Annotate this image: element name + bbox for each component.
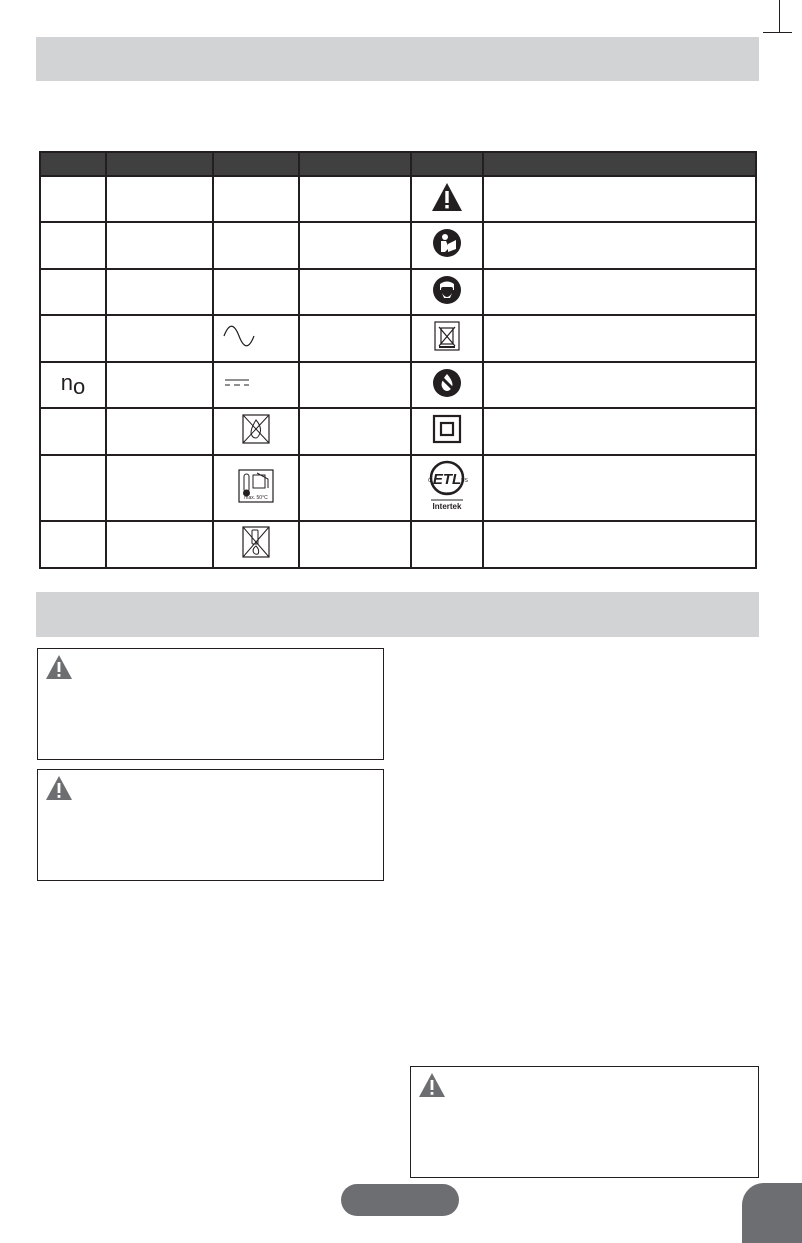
table-row bbox=[40, 222, 756, 268]
warning-box bbox=[37, 648, 384, 760]
header-cell bbox=[411, 152, 483, 176]
header-cell bbox=[106, 152, 213, 176]
table-row bbox=[40, 455, 756, 522]
table-row bbox=[40, 269, 756, 315]
table-row bbox=[40, 521, 756, 568]
svg-text:Intertek: Intertek bbox=[432, 501, 462, 511]
symbols-table bbox=[39, 151, 757, 569]
table-row bbox=[40, 362, 756, 408]
direct-current-icon bbox=[213, 362, 299, 408]
svg-text:max. 50°C: max. 50°C bbox=[244, 494, 268, 501]
table-row bbox=[40, 408, 756, 454]
footer-language-pill bbox=[341, 1184, 459, 1216]
header-cell bbox=[299, 152, 411, 176]
table-row bbox=[40, 315, 756, 361]
no-water-icon bbox=[411, 362, 483, 408]
warning-triangle-icon bbox=[45, 775, 73, 806]
no-load-speed-symbol: $n_o$ bbox=[40, 362, 106, 408]
page-number-tab bbox=[742, 1183, 802, 1243]
section-header-bar-safety bbox=[36, 592, 759, 637]
section-header-bar-symbols bbox=[36, 37, 759, 81]
warning-triangle-icon bbox=[45, 654, 73, 685]
no-fire-icon bbox=[213, 408, 299, 454]
table-header-row bbox=[40, 152, 756, 176]
etl-mark-icon bbox=[411, 455, 483, 522]
protective-gear-icon bbox=[411, 269, 483, 315]
general-warning-icon bbox=[411, 176, 483, 222]
warning-triangle-icon bbox=[418, 1072, 446, 1103]
crop-mark-horizontal bbox=[763, 32, 792, 33]
max-temperature-icon bbox=[213, 455, 299, 522]
double-insulation-icon bbox=[411, 408, 483, 454]
svg-text:US: US bbox=[461, 477, 468, 484]
header-cell bbox=[213, 152, 299, 176]
alternating-current-icon bbox=[213, 315, 299, 361]
header-cell bbox=[40, 152, 106, 176]
header-cell bbox=[483, 152, 756, 176]
read-manual-icon bbox=[411, 222, 483, 268]
warning-box bbox=[37, 769, 384, 881]
crop-mark-vertical bbox=[779, 0, 780, 33]
svg-text:ETL: ETL bbox=[432, 470, 462, 488]
do-not-burn-battery-icon bbox=[213, 521, 299, 568]
warning-box bbox=[410, 1066, 759, 1178]
weee-bin-icon bbox=[411, 315, 483, 361]
svg-text:LISTED: LISTED bbox=[441, 490, 453, 495]
svg-text:C: C bbox=[428, 477, 432, 484]
table-row bbox=[40, 176, 756, 222]
